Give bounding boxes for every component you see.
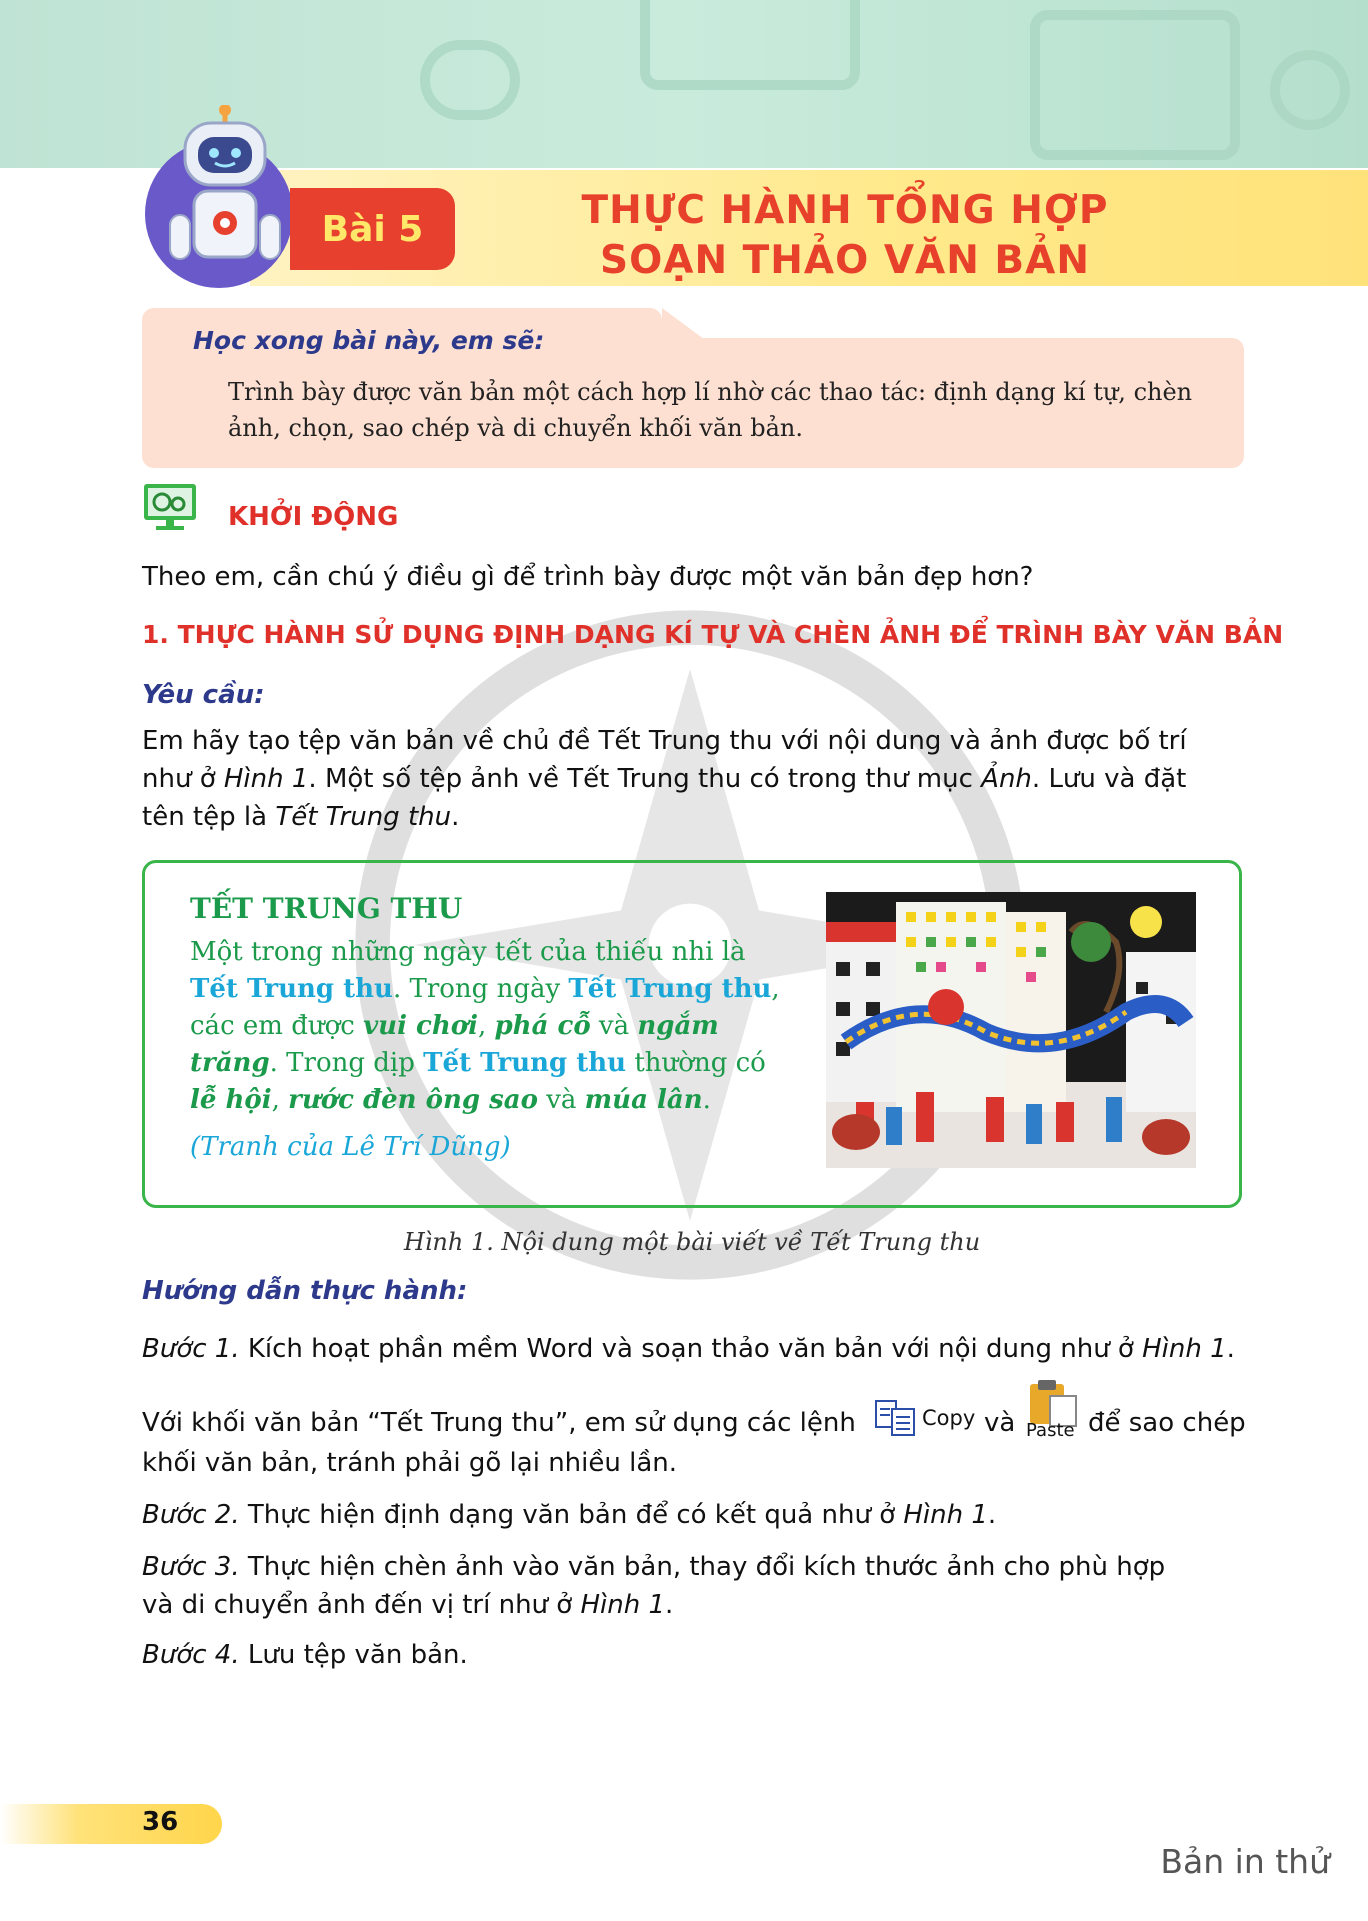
khoi-dong-title: KHỞI ĐỘNG — [228, 502, 399, 532]
text-run: và di chuyển ảnh đến vị trí như ở — [142, 1590, 581, 1620]
folder-name: Ảnh — [981, 764, 1032, 794]
figure-paragraph — [190, 934, 790, 1119]
copy-label: Copy — [922, 1406, 976, 1430]
text-run: , — [477, 1011, 495, 1041]
text-run: . — [702, 1085, 711, 1115]
mid-autumn-painting — [826, 892, 1196, 1168]
italic-run: múa lân — [584, 1085, 703, 1115]
copy-paste-line-a: Với khối văn bản “Tết Trung thu”, em sử dụng các lệnh — [142, 1408, 856, 1438]
banner-decoration — [1030, 10, 1240, 160]
step1 — [142, 1330, 1242, 1368]
banner-decoration — [420, 40, 520, 120]
gears-monitor-icon — [142, 482, 198, 532]
objectives-text: Trình bày được văn bản một cách hợp lí nhờ các thao tác: định dạng kí tự, chèn ảnh, chọn, sao chép và di chuyển khối văn bản. — [228, 378, 1193, 442]
figure-credit: (Tranh của Lê Trí Dũng) — [190, 1132, 511, 1162]
text-run: . Một số tệp ảnh về Tết Trung thu có trong thư mục — [308, 764, 982, 794]
proof-label: Bản in thử — [1160, 1842, 1330, 1881]
copy-and-word: và — [984, 1408, 1016, 1438]
khoi-dong-question: Theo em, cần chú ý điều gì để trình bày được một văn bản đẹp hơn? — [142, 562, 1034, 592]
text-run: Thực hiện chèn ảnh vào văn bản, thay đổi kích thước ảnh cho phù hợp — [239, 1552, 1166, 1582]
lesson-title — [520, 186, 1170, 286]
copy-paste-line-c: khối văn bản, tránh phải gõ lại nhiều lần. — [142, 1448, 678, 1478]
lesson-title-line1: THỰC HÀNH TỔNG HỢP — [581, 188, 1109, 233]
lesson-title-line2: SOẠN THẢO VĂN BẢN — [600, 238, 1090, 283]
banner-decoration — [640, 0, 860, 90]
italic-run: ngắm trăng — [190, 1011, 719, 1078]
step-label: Bước 2. — [142, 1500, 240, 1530]
text-run: , các em được — [190, 974, 780, 1041]
text-run: và — [537, 1085, 585, 1115]
text-run: . Trong dịp — [269, 1048, 424, 1078]
text-run: . — [665, 1590, 674, 1620]
file-name: Tết Trung thu — [275, 802, 452, 832]
robot-icon — [160, 105, 290, 285]
requirement-line1: Em hãy tạo tệp văn bản về chủ đề Tết Trung thu với nội dung và ảnh được bố trí — [142, 726, 1187, 756]
text-run: . — [451, 802, 460, 832]
text-run: Một trong những ngày tết của thiếu nhi là — [190, 937, 746, 967]
copy-icon — [874, 1399, 918, 1437]
text-run: và — [590, 1011, 638, 1041]
italic-run: rước đèn ông sao — [288, 1085, 538, 1115]
text-run: Lưu tệp văn bản. — [239, 1640, 468, 1670]
section1-title: 1. THỰC HÀNH SỬ DỤNG ĐỊNH DẠNG KÍ TỰ VÀ CHÈN ẢNH ĐỂ TRÌNH BÀY VĂN BẢN — [142, 620, 1284, 649]
italic-run: phá cỗ — [494, 1011, 591, 1041]
text-run: Kích hoạt phần mềm Word và soạn thảo văn bản với nội dung như ở — [239, 1334, 1143, 1364]
text-run: . — [987, 1500, 997, 1530]
step-label: Bước 4. — [142, 1640, 240, 1670]
figure-caption: Hình 1. Nội dung một bài viết về Tết Trung thu — [403, 1228, 981, 1256]
guide-label: Hướng dẫn thực hành: — [142, 1276, 468, 1306]
text-run: như ở — [142, 764, 224, 794]
figure-reference: Hình 1 — [1142, 1334, 1227, 1364]
requirement-label: Yêu cầu: — [142, 680, 265, 710]
lesson-number-tab — [290, 188, 455, 270]
page-number-tab — [0, 1804, 222, 1844]
italic-run: lễ hội — [190, 1085, 272, 1115]
step3-line2 — [142, 1586, 1242, 1624]
copy-paste-line-b: để sao chép — [1088, 1408, 1246, 1438]
text-run: thường có — [626, 1048, 766, 1078]
figure-reference: Hình 1 — [903, 1500, 988, 1530]
step4 — [142, 1636, 468, 1674]
step2 — [142, 1496, 996, 1534]
step-label: Bước 1. — [142, 1334, 240, 1364]
italic-run: vui chơi — [363, 1011, 478, 1041]
page-number: 36 — [142, 1807, 179, 1837]
lesson-label: Bài 5 — [321, 208, 424, 250]
paste-label: Paste — [1026, 1420, 1075, 1441]
text-run: tên tệp là — [142, 802, 276, 832]
step3-line1 — [142, 1548, 1242, 1586]
text-run: . Trong ngày — [392, 974, 569, 1004]
requirement-text — [142, 722, 1242, 836]
requirement-line3 — [142, 798, 1242, 836]
text-run: . — [1226, 1334, 1235, 1364]
text-run: , — [271, 1085, 289, 1115]
step3 — [142, 1548, 1242, 1624]
text-run: . Lưu và đặt — [1031, 764, 1187, 794]
objectives-heading: Học xong bài này, em sẽ: — [193, 326, 545, 355]
text-run: Thực hiện định dạng văn bản để có kết quả như ở — [239, 1500, 904, 1530]
bold-run: Tết Trung thu — [423, 1048, 627, 1078]
figure-reference: Hình 1 — [580, 1590, 666, 1620]
bold-run: Tết Trung thu — [568, 974, 772, 1004]
banner-decoration — [1270, 50, 1350, 130]
requirement-line2 — [142, 760, 1242, 798]
copy-button[interactable] — [874, 1398, 975, 1438]
step-label: Bước 3. — [142, 1552, 240, 1582]
bold-run: Tết Trung thu — [190, 974, 393, 1004]
figure-title: TẾT TRUNG THU — [190, 892, 463, 925]
figure-reference: Hình 1 — [223, 764, 309, 794]
